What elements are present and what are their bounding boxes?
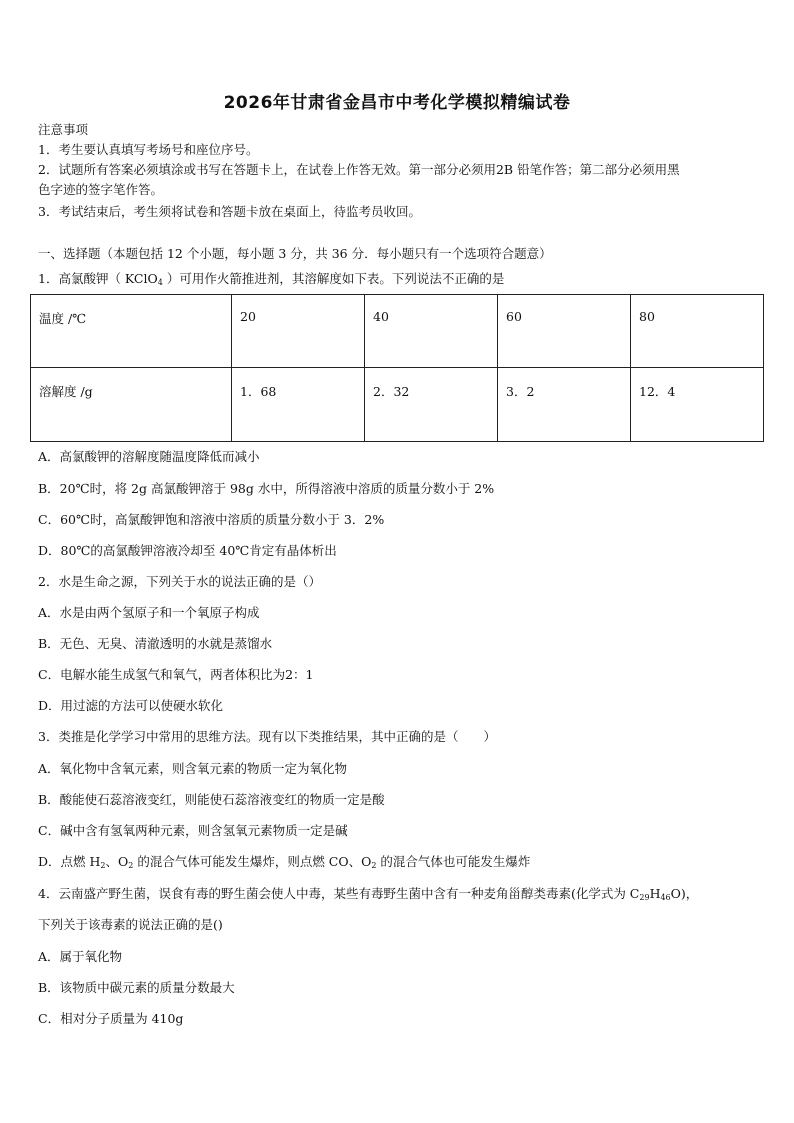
q3-option-a: A．氧化物中含氧元素，则含氧元素的物质一定为氧化物	[38, 761, 348, 776]
question-4-stem: 4．云南盛产野生菌，误食有毒的野生菌会使人中毒，某些有毒野生菌中含有一种麦角甾醇类毒素(化学式为 $C_{29}H_{46}O$)，	[38, 886, 699, 902]
notice-item-2: 2．试题所有答案必须填涂或书写在答题卡上，在试卷上作答无效。第一部分必须用2B 铅笔作答；第二部分必须用黑	[38, 162, 680, 177]
q3-option-b: B．酸能使石蕊溶液变红，则能使石蕊溶液变红的物质一定是酸	[38, 792, 385, 807]
question-2-stem: 2．水是生命之源，下列关于水的说法正确的是（）	[38, 574, 321, 589]
q2-option-a: A．水是由两个氢原子和一个氧原子构成	[38, 605, 260, 620]
notice-heading: 注意事项	[38, 122, 89, 137]
table-cell: 1．68	[232, 368, 365, 442]
section-heading: 一、选择题（本题包括 12 个小题，每小题 3 分，共 36 分．每小题只有一个选项符合题意）	[38, 246, 552, 261]
table-cell: 60	[498, 295, 631, 368]
table-cell: 3．2	[498, 368, 631, 442]
table-cell: 80	[631, 295, 764, 368]
question-4-stem-cont: 下列关于该毒素的说法正确的是()	[38, 917, 223, 932]
q2-option-b: B．无色、无臭、清澈透明的水就是蒸馏水	[38, 636, 273, 651]
q1-option-a: A．高氯酸钾的溶解度随温度降低而减小	[38, 449, 260, 464]
notice-item-3: 3．考试结束后，考生须将试卷和答题卡放在桌面上，待监考员收回。	[38, 204, 421, 219]
q2-option-d: D．用过滤的方法可以使硬水软化	[38, 698, 224, 713]
solubility-table	[30, 294, 764, 442]
table-cell: 溶解度 /g	[31, 368, 232, 442]
q1-option-b: B．20℃时，将 2g 高氯酸钾溶于 98g 水中，所得溶液中溶质的质量分数小于 2%	[38, 481, 495, 496]
q4-option-c: C．相对分子质量为 410g	[38, 1011, 184, 1026]
table-cell: 12．4	[631, 368, 764, 442]
table-cell: 20	[232, 295, 365, 368]
q2-option-c: C．电解水能生成氢气和氧气，两者体积比为2：1	[38, 667, 314, 682]
notice-item-2-cont: 色字迹的签字笔作答。	[38, 182, 164, 197]
q1-option-c: C．60℃时，高氯酸钾饱和溶液中溶质的质量分数小于 3．2%	[38, 512, 385, 527]
table-cell: 2．32	[365, 368, 498, 442]
question-1-stem: 1．高氯酸钾（ KClO$_4$ ）可用作火箭推进剂，其溶解度如下表。下列说法不正确的是	[38, 271, 505, 287]
table-cell: 温度 /℃	[31, 295, 232, 368]
exam-title: 2026年甘肃省金昌市中考化学模拟精编试卷	[223, 93, 571, 113]
q3-option-c: C．碱中含有氢氧两种元素，则含氢氧元素物质一定是碱	[38, 823, 348, 838]
notice-item-1: 1．考生要认真填写考场号和座位序号。	[38, 142, 259, 157]
table-cell: 40	[365, 295, 498, 368]
question-3-stem: 3．类推是化学学习中常用的思维方法。现有以下类推结果，其中正确的是（ ）	[38, 729, 496, 744]
q3-option-d: D．点燃 $H_2$、$O_2$ 的混合气体可能发生爆炸，则点燃 CO、$O_2$ 的混合气体也可能发生爆炸	[38, 854, 531, 870]
q4-option-a: A．属于氧化物	[38, 949, 123, 964]
q4-option-b: B．该物质中碳元素的质量分数最大	[38, 980, 235, 995]
table-row	[31, 368, 764, 442]
table-row	[31, 295, 764, 368]
q1-option-d: D．80℃的高氯酸钾溶液冷却至 40℃肯定有晶体析出	[38, 543, 337, 558]
